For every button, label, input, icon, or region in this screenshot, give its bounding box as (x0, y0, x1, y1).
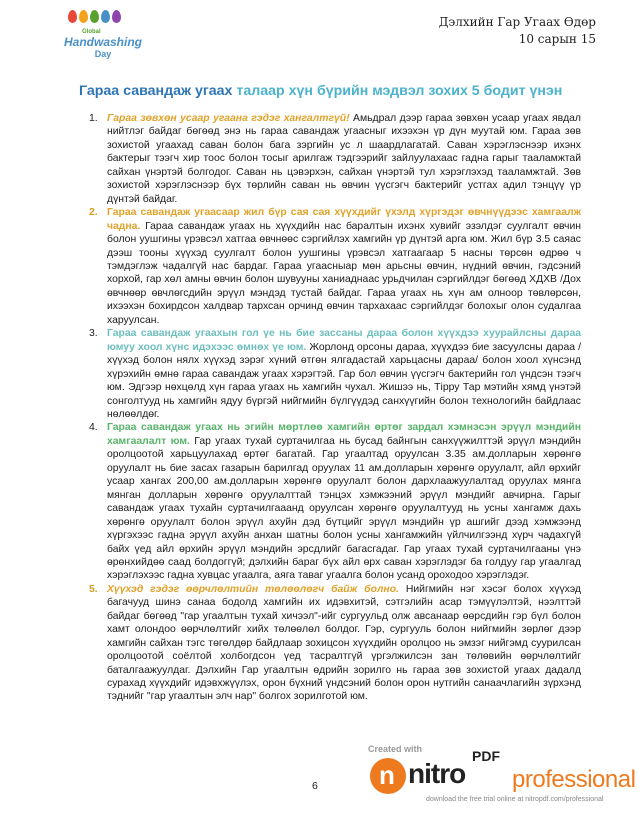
page-number: 6 (312, 780, 318, 792)
list-item (79, 583, 581, 704)
item-highlight: Гараа зөвхөн усаар угаана гэдэг хангалтгүй! (107, 113, 350, 124)
item-body: Гараа савандаж угаах нь хүүхдийн нас баралтын ихэнх хувийг эзэлдэг суулгалт өвчин болон уушгины үрэвсэл хатгаа өвчнөөс сэргийлэх хамгийн үр дүнтэй арга юм. Жил бүр 3.5 саяас дээш тооны хүүхэд суулгалт болон уушгины үрэвсэл хатгаагаар 5 насны төрсөн өдрөө ч тэмдэглэж чадалгүй нас бардаг. Гараа угаасныар мөн арьсны өвчин, нүдний өвчин, гэдсэний хорхой, гар хөл амны өвчин болон шувууны ханиаднаас урьдчилан сэргийлдэг бөгөөд ХДХВ /Дох өвчнөөр өвчлөгсдийн эрүүл мэндэд тустай байдаг. Гараа угаах нь хүн ам олноор төвлөрсөн, ихээхэн бохирдсон халдвар тархсан орчинд өвчин тархахаас сэргийлдэг болохыг олон судалгаа харуулсан. (107, 220, 581, 326)
watermark-nitro-text: nitro (408, 758, 466, 789)
handwashing-day-logo (48, 8, 158, 70)
item-highlight: Хүүхэд гэдэг өөрчлөлтийн төлөөлөгч байж болно. (107, 583, 399, 595)
title-part-1: Гараа савандаж угаах (79, 83, 233, 99)
facts-list (79, 112, 581, 704)
watermark-download-link[interactable]: download the free trial online at nitropdf.com/professional (426, 796, 604, 803)
item-highlight: Гараа савандаж угаах нь эгийн мөртлөө хамгийн өртөг зардал хэмнэсэн эрүүл мэндийн хамгаалалт юм. (107, 422, 581, 447)
item-highlight: Гараа савандаж угаасаар жил бүр сая сая хүүхдийг үхэлд хүргэдэг өвчнүүдээс хамгаалж чадна. (107, 207, 581, 232)
logo-day-text: Day (94, 49, 112, 59)
item-number: 4. (89, 422, 98, 434)
item-body: Нийгмийн нэг хэсэг болох хүүхэд багачууд шинэ санаа бодолд хамгийн их идэвхитэй, сэтгэлийн асар тэмүүлэлтэй, нээлттэй байдаг бөгөөд "гар угаалтын тухай хичээл"-ийг сургуульд олж авсанаар өөрсдийн гэр бүл болон хамт олондоо өөрчлөлтийг хийх төлөөлөл болдог. Гэр, сургууль болон нийгмийн зөрлөг дээр хамгийн сайхан тэгс төгөлдөр байдлаар зохицсон хүүхдийн оролцоо нь эмзэг нийгэмд суурилсан оролцоотой соёлтой холбогдсон үед тасралтгүй үргэлжилсэн зан төлөвийн өөрчлөлтийг баталгаажуулдаг. Дэлхийн Гар угаалтын өдрийн зорилго нь гараа зөв зохистой угаах дадалд сурахад хүүхдийг идэвхжүүлэх, орон бүхний үндсэний болон орон нутгийн санаачлагийн зүрхэнд тэднийг "гар угаалтын элч нар" болгох зорилготой юм. (107, 583, 581, 703)
item-body: Гар угаах тухай суртачилгаа нь бусад байнгын санхүүжилттэй эрүүл мэндийн оролцоотой харьцуулахад өртөг багатай. Гар угаалтад оруулсан 3.35 ам.долларын хөрөнгө оруулалт нь бие засах газарын барилгад оруулах 11 ам.долларын хөрөнгө оруулалт, айл өрхийг усаар хангах 200,00 ам.долларын хөрөнгө оруулалт болон дархлаажуулалтад оруулах мянга мянган долларын хөрөнгө оруулалттай тэнцэх хэмжээний эрүүл мэндийг авчирна. Гарыг савандаж угаах тухайн суртачилгааанд оруулсан хөрөнгө оруулалтууд нь усны хангамж дахь хөрөнгө оруулалт болон эрүүл ахуйн дэд бүтцийг эрүүл мэндийн үр ашгийг дээд хэмжээнд хүргэхээс гадна эрүүл ахуйн анхан шатны болон усны хангамжийн үйлчилгээнд хүрч чадахгүй байх үед айл өрхийн эрүүл мэндийн эрсдлийг багасгадаг. Гар угаах тухай суртачилгааны үнэ өрөнхийдөө саад болдоггүй; дэлхийн бараг бүх айл өрх саван хэрэглэдэг ба голдуу гар угаалгад хэрэглэхээс гадна хувцас угаалга, аяга таваг угаалга болон усанд ороходоо хэрэглэдэг. (107, 435, 581, 582)
watermark-professional-text: professional (512, 766, 636, 793)
title-part-2: талаар хүн бүрийн мэдвэл зохих 5 бодит үнэн (236, 83, 563, 99)
header-event-name: Дэлхийн Гар Угаах Өдөр (438, 15, 596, 29)
item-number: 5. (89, 583, 98, 595)
item-number: 3. (89, 328, 98, 340)
list-item (79, 112, 581, 206)
page-title (79, 83, 562, 99)
page-header (439, 14, 596, 48)
list-item (79, 206, 581, 327)
nitro-logo-icon (370, 758, 406, 794)
watermark-pdf-text: PDF (472, 748, 500, 764)
item-body: Амьдрал дээр гараа зөвхөн усаар угаах явдал нийтлэг байдаг бөгөөд энэ нь гараа савандаж угаасныг ихээхэн үр дүн муутай юм. Гараа зөв зохистой угаахад саван болон бага зэргийн ус л шаардлагатай. Саван хэрэглэснээр ихэнх бактерыг тээгч хир тоос болон тосыг арилгаж тэдгээрийг зайлуулахаас гадна гарыг тааламжтай сайхан үнэртэй болгодог. Саван нь цэвэрхэн, сайхан үнэртэй тул хэрэглэхэд тааламжтай. Зөв зохистой хэрэглэснээр бүх төрлийн саван нь өвчин үүсгэгч бактерийг устгах адил тэнцүү үр дүнтэй байдаг. (107, 113, 581, 205)
nitro-watermark (368, 744, 638, 826)
nitro-logo-letter: n (379, 760, 395, 790)
item-highlight: Гараа савандаж угаахын гол үе нь бие зассаны дараа болон хүүхдээ хуурайлсны дараа юмуу хоол хүнс идэхээс өмнөх үе юм. (107, 328, 581, 353)
logo-global-text: Global (82, 29, 101, 35)
header-date: 10 сарын 15 (518, 32, 596, 46)
list-item (79, 327, 581, 421)
item-number: 2. (89, 207, 98, 219)
list-item (79, 421, 581, 582)
water-drops-icon (68, 8, 128, 30)
item-number: 1. (89, 113, 98, 124)
item-body: Жорлонд орсоны дараа, хүүхдээ бие засуулсны дараа /хүүхэд болон нялх хүүхэд зэрэг хүний өтгөн ялгадастай харьцасны дараа/ болон хоол хүнсэнд хүрэхийн өмнө гараа савандаж угаах хэрэгтэй. Гар бол өвчин үүсгэгч бактерийн гол үндсэн тээгч юм. Эдгээр нөхцөлд хүн гараа угаах нь хамгийн чухал. Жишээ нь, Тірру Тар мэтийн хямд үнэтэй сонголтууд нь хамгийн ядуу бүргэй нийгмийн бүлгүүдэд санхүүгийн болон технологийн байдлаас нөлөөлдөг. (107, 341, 581, 420)
watermark-created-text: Created with (368, 744, 423, 754)
logo-handwashing-text: Handwashing (63, 35, 142, 49)
